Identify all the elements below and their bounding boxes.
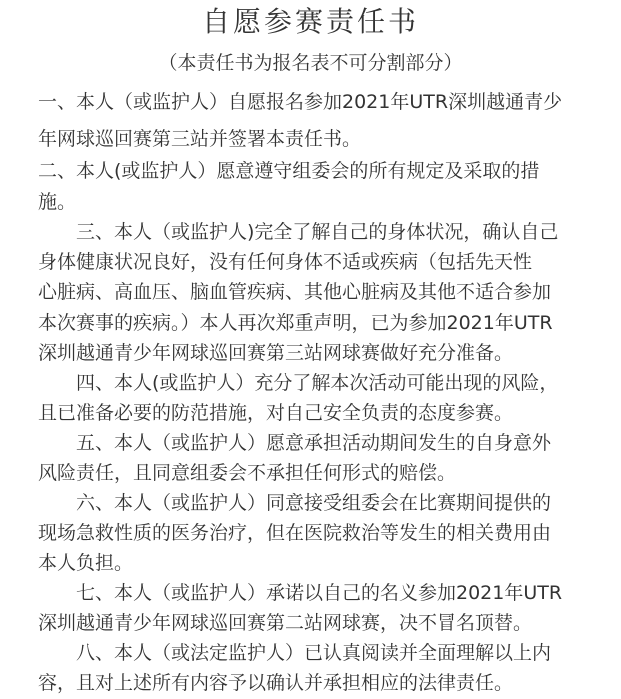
clause-3-line-2: 身体健康状况良好，没有任何身体不适或疾病（包括先天性 (38, 251, 533, 273)
clause-5-line-2: 风险责任，且同意组委会不承担任何形式的赔偿。 (38, 462, 457, 484)
document-title: 自愿参赛责任书 (201, 5, 419, 38)
clause-1-line-1: 一、本人（或监护人）自愿报名参加2021年UTR深圳越通青少 (38, 91, 563, 113)
clause-3-line-5: 深圳越通青少年网球巡回赛第三站网球赛做好充分准备。 (38, 342, 514, 364)
clause-3-line-1: 三、本人（或监护人)完全了解自己的身体状况，确认自己 (76, 221, 559, 243)
clause-3-line-4: 本次赛事的疾病。）本人再次郑重声明，已为参加2021年UTR (38, 312, 553, 334)
clause-6-line-2: 现场急救性质的医务治疗，但在医院救治等发生的相关费用由 (38, 522, 552, 544)
document-subtitle: （本责任书为报名表不可分割部分） (158, 52, 463, 74)
clause-7-line-1: 七、本人（或监护人）承诺以自己的名义参加2021年UTR (76, 582, 563, 604)
clause-6-line-1: 六、本人（或监护人）同意接受组委会在比赛期间提供的 (76, 492, 552, 514)
clause-7-line-2: 深圳越通青少年网球巡回赛第二站网球赛，决不冒名顶替。 (38, 612, 533, 634)
clause-8-line-1: 八、本人（或法定监护人）已认真阅读并全面理解以上内 (76, 642, 552, 664)
clause-6-line-3: 本人负担。 (38, 552, 134, 574)
clause-2-line-1: 二、本人(或监护人）愿意遵守组委会的所有规定及采取的措 (38, 160, 540, 182)
clause-5-line-1: 五、本人（或监护人）愿意承担活动期间发生的自身意外 (76, 432, 552, 454)
clause-8-line-2: 容，且对上述所有内容予以确认并承担相应的法律责任。 (38, 672, 514, 694)
clause-2-line-2: 施。 (38, 191, 77, 213)
clause-4-line-1: 四、本人(或监护人）充分了解本次活动可能出现的风险， (76, 372, 559, 394)
clause-1-line-2: 年网球巡回赛第三站并签署本责任书。 (38, 128, 362, 150)
clause-3-line-3: 心脏病、高血压、脑血管疾病、其他心脏病及其他不适合参加 (38, 281, 552, 303)
clause-4-line-2: 且已准备必要的防范措施，对自己安全负责的态度参赛。 (38, 402, 514, 424)
